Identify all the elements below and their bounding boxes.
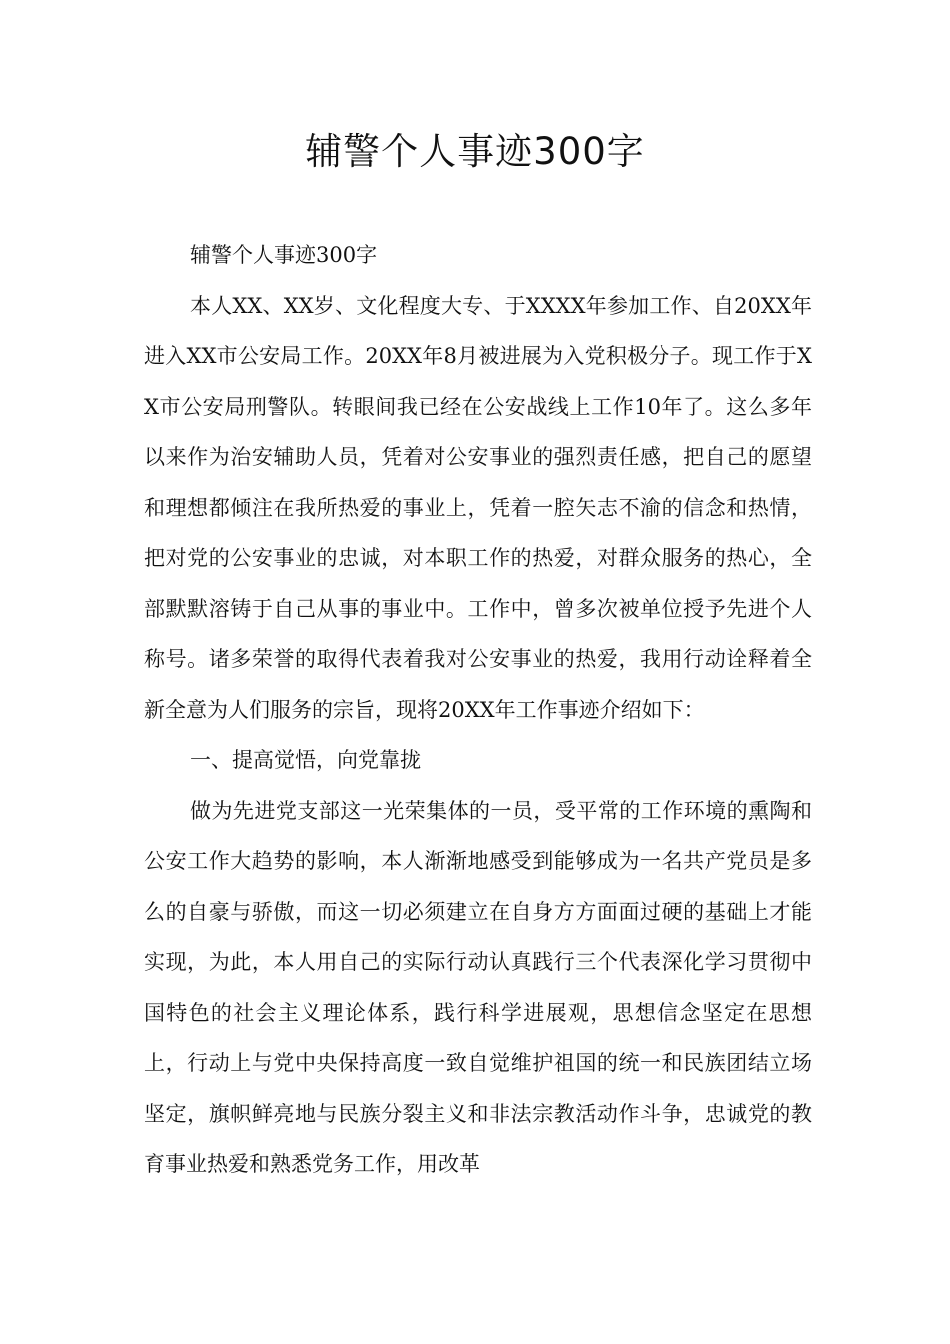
section-heading: 一、提高觉悟，向党靠拢 bbox=[190, 748, 421, 772]
document-body bbox=[144, 230, 812, 1190]
paragraph-introduction: 本人XX、XX岁、文化程度大专、于XXXX年参加工作、自20XX年进入XX市公安局工作。20XX年8月被进展为入党积极分子。现工作于XX市公安局刑警队。转眼间我已经在公安战线上工作10年了。这么多年以来作为治安辅助人员，凭着对公安事业的强烈责任感，把自己的愿望和理想都倾注在我所热爱的事业上，凭着一腔矢志不渝的信念和热情，把对党的公安事业的忠诚，对本职工作的热爱，对群众服务的热心，全部默默溶铸于自己从事的事业中。工作中，曾多次被单位授予先进个人称号。诸多荣誉的取得代表着我对公安事业的热爱，我用行动诠释着全新全意为人们服务的宗旨，现将20XX年工作事迹介绍如下： bbox=[144, 293, 812, 722]
document-title: 辅警个人事迹300字 bbox=[305, 130, 645, 173]
paragraph-section-one: 做为先进党支部这一光荣集体的一员，受平常的工作环境的熏陶和公安工作大趋势的影响，本人渐渐地感受到能够成为一名共产党员是多么的自豪与骄傲，而这一切必须建立在自身方方面面过硬的基础上才能实现，为此，本人用自己的实际行动认真践行三个代表深化学习贯彻中国特色的社会主义理论体系，践行科学进展观，思想信念坚定在思想上，行动上与党中央保持高度一致自觉维护祖国的统一和民族团结立场坚定，旗帜鲜亮地与民族分裂主义和非法宗教活动作斗争，忠诚党的教育事业热爱和熟悉党务工作，用改革 bbox=[144, 798, 812, 1176]
paragraph-subtitle: 辅警个人事迹300字 bbox=[190, 243, 378, 267]
